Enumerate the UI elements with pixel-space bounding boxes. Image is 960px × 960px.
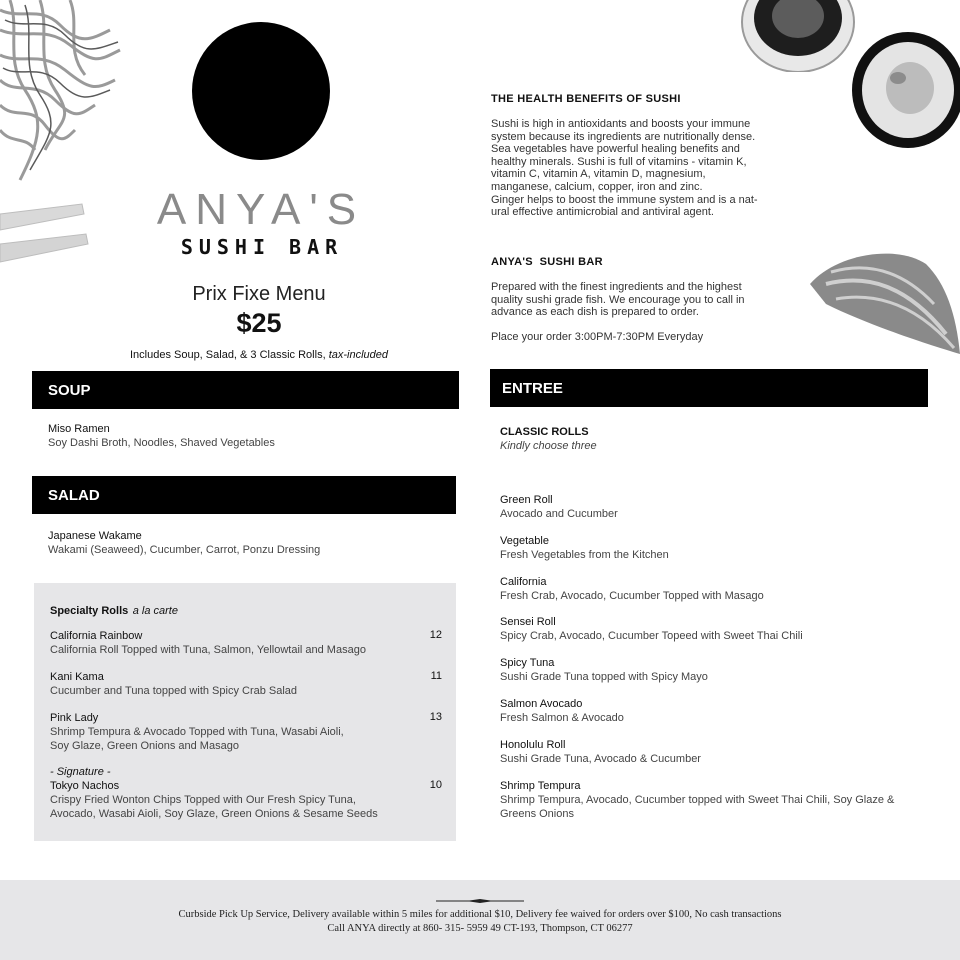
health-line: Ginger helps to boost the immune system and is a nat- (491, 193, 758, 206)
item-desc: Shrimp Tempura & Avocado Topped with Tuna, Wasabi Aioli, (50, 726, 344, 738)
item-name: California (500, 576, 547, 588)
health-text (491, 118, 781, 219)
item-desc: Fresh Vegetables from the Kitchen (500, 549, 669, 561)
item-name: Green Roll (500, 494, 553, 506)
specialty-title-text: Specialty Rolls (50, 605, 129, 617)
chopsticks-image (0, 196, 90, 276)
list-item (500, 656, 940, 684)
brand-subtitle (152, 236, 372, 258)
item-desc: Avocado and Cucumber (500, 508, 618, 520)
about-text (491, 281, 781, 319)
item-desc: Fresh Crab, Avocado, Cucumber Topped with Masago (500, 590, 764, 602)
list-item (500, 697, 940, 725)
footer (0, 880, 960, 960)
soup-title: SOUP (48, 381, 91, 399)
includes-main: Includes Soup, Salad, & 3 Classic Rolls, (129, 349, 326, 361)
sushi-roll-image (738, 0, 856, 72)
item-name: Kani Kama (50, 671, 104, 683)
list-item (500, 738, 940, 766)
health-line: Sushi is high in antioxidants and boosts your immune (491, 118, 751, 130)
list-item (50, 629, 442, 657)
about-line: advance as each dish is prepared to order. (491, 306, 699, 319)
item-name: Miso Ramen (48, 423, 110, 435)
item-desc: Greens Onions (500, 808, 574, 820)
list-item (48, 422, 448, 450)
item-desc: Sushi Grade Tuna topped with Spicy Mayo (500, 671, 708, 683)
item-price: 13 (429, 711, 442, 723)
list-item (50, 670, 442, 698)
list-item (500, 534, 940, 562)
item-desc: California Roll Topped with Tuna, Salmon, Yellowtail and Masago (50, 644, 366, 656)
health-line: vitamin C, vitamin A, vitamin D, magnesium, (491, 168, 706, 181)
entree-title: ENTREE (502, 379, 563, 397)
footer-divider-ornament (436, 899, 524, 903)
health-line: manganese, calcium, copper, iron and zinc. (491, 180, 703, 193)
item-desc: Crispy Fried Wonton Chips Topped with Our Fresh Spicy Tuna, (50, 794, 356, 806)
brand-subtitle-text: SUSHI BAR (180, 236, 344, 258)
item-price: 11 (430, 670, 442, 682)
specialty-title (50, 601, 442, 619)
list-item (48, 529, 448, 557)
item-desc: Soy Glaze, Green Onions and Masago (50, 740, 239, 752)
about-heading: ANYA'S SUSHI BAR (491, 256, 603, 268)
logo-circle (192, 22, 330, 160)
sashimi-image (806, 244, 960, 362)
noodles-image (0, 0, 125, 190)
health-line: healthy minerals. Sushi is full of vitamins - vitamin K, (491, 155, 747, 168)
specialty-title-note: a la carte (132, 605, 178, 617)
list-item (500, 575, 940, 603)
classic-rolls-note: Kindly choose three (500, 440, 597, 452)
about-line: quality sushi grade fish. We encourage you to call in (491, 293, 745, 306)
item-price: 12 (429, 629, 442, 641)
classic-rolls-heading (500, 425, 900, 453)
soup-header (32, 371, 459, 409)
footer-contact-text: Call ANYA directly at 860- 315- 5959 49 CT-193, Thompson, CT 06277 (327, 923, 633, 934)
list-item (500, 779, 940, 821)
salad-title: SALAD (48, 486, 100, 504)
item-name: Pink Lady (50, 712, 99, 724)
item-desc: Fresh Salmon & Avocado (500, 712, 624, 724)
includes-note: tax-included (328, 349, 389, 361)
entree-header (490, 369, 928, 407)
list-item (50, 711, 442, 753)
list-item (500, 493, 940, 521)
about-line: Prepared with the finest ingredients and the highest (491, 281, 742, 293)
includes-text (60, 349, 458, 361)
sushi-roll-image (848, 30, 960, 152)
item-desc: Shrimp Tempura, Avocado, Cucumber topped with Sweet Thai Chili, Soy Glaze & (500, 794, 895, 806)
item-desc: Spicy Crab, Avocado, Cucumber Topeed with Sweet Thai Chili (500, 630, 803, 642)
classic-rolls-title: CLASSIC ROLLS (500, 426, 589, 438)
list-item (50, 765, 442, 821)
item-desc: Wakami (Seaweed), Cucumber, Carrot, Ponzu Dressing (48, 544, 321, 556)
list-item (500, 615, 940, 643)
item-name: Tokyo Nachos (50, 780, 120, 792)
specialty-rolls-panel (34, 583, 456, 841)
item-name: Spicy Tuna (500, 657, 555, 669)
item-desc: Avocado, Wasabi Aioli, Soy Glaze, Green Onions & Sesame Seeds (50, 808, 378, 820)
footer-delivery-text: Curbside Pick Up Service, Delivery available within 5 miles for additional $10, Delivery fee waived for orders over $100, No cash transactions (178, 909, 782, 920)
item-price: 10 (429, 779, 442, 791)
salad-header (32, 476, 456, 514)
prix-fixe-title: Prix Fixe Menu (192, 283, 326, 305)
brand-name: ANYA'S (156, 185, 366, 234)
health-heading: THE HEALTH BENEFITS OF SUSHI (491, 93, 681, 105)
item-name: Salmon Avocado (500, 698, 583, 710)
health-line: Sea vegetables have powerful healing benefits and (491, 143, 740, 156)
health-line: ural effective antimicrobial and antiviral agent. (491, 206, 714, 219)
item-name: Japanese Wakame (48, 530, 142, 542)
item-desc: Cucumber and Tuna topped with Spicy Crab Salad (50, 685, 298, 697)
item-name: Shrimp Tempura (500, 780, 581, 792)
item-desc: Sushi Grade Tuna, Avocado & Cucumber (500, 753, 701, 765)
signature-tag: - Signature - (50, 766, 111, 778)
prix-fixe-price: $25 (236, 308, 282, 338)
health-line: system because its ingredients are nutritionally dense. (491, 130, 756, 143)
item-name: Sensei Roll (500, 616, 556, 628)
order-hours: Place your order 3:00PM-7:30PM Everyday (491, 331, 704, 343)
item-name: California Rainbow (50, 630, 143, 642)
item-name: Honolulu Roll (500, 739, 566, 751)
item-desc: Soy Dashi Broth, Noodles, Shaved Vegetables (48, 437, 275, 449)
item-name: Vegetable (500, 535, 549, 547)
